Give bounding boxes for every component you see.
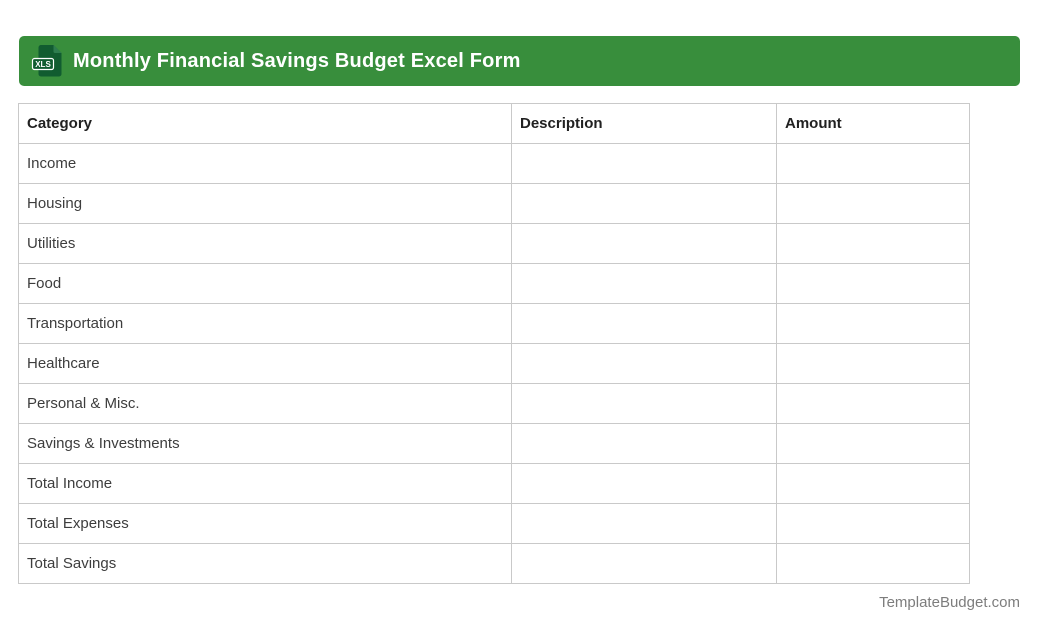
description-cell — [512, 224, 777, 264]
amount-cell — [777, 144, 970, 184]
amount-cell — [777, 344, 970, 384]
table-row — [19, 264, 970, 304]
description-cell — [512, 184, 777, 224]
description-cell — [512, 464, 777, 504]
category-cell: Personal & Misc. — [19, 384, 512, 424]
table-row — [19, 504, 970, 544]
description-cell — [512, 424, 777, 464]
budget-table — [18, 103, 970, 584]
category-cell: Income — [19, 144, 512, 184]
amount-cell — [777, 544, 970, 584]
description-cell — [512, 504, 777, 544]
amount-cell — [777, 304, 970, 344]
table-row — [19, 424, 970, 464]
table-row — [19, 184, 970, 224]
category-cell: Transportation — [19, 304, 512, 344]
table-row — [19, 344, 970, 384]
category-cell: Healthcare — [19, 344, 512, 384]
amount-cell — [777, 504, 970, 544]
table-row — [19, 464, 970, 504]
description-cell — [512, 384, 777, 424]
description-cell — [512, 144, 777, 184]
table-row — [19, 224, 970, 264]
category-cell: Total Income — [19, 464, 512, 504]
amount-cell — [777, 264, 970, 304]
xls-badge-label: XLS — [35, 60, 51, 69]
category-cell: Total Savings — [19, 544, 512, 584]
description-cell — [512, 344, 777, 384]
column-header-category: Category — [19, 104, 512, 144]
page-title: Monthly Financial Savings Budget Excel Form — [73, 49, 521, 72]
amount-cell — [777, 184, 970, 224]
category-cell: Savings & Investments — [19, 424, 512, 464]
description-cell — [512, 544, 777, 584]
site-credit: TemplateBudget.com — [879, 594, 1020, 611]
description-cell — [512, 264, 777, 304]
table-header-row — [19, 104, 970, 144]
category-cell: Total Expenses — [19, 504, 512, 544]
amount-cell — [777, 384, 970, 424]
table-row — [19, 384, 970, 424]
amount-cell — [777, 464, 970, 504]
description-cell — [512, 304, 777, 344]
column-header-amount: Amount — [777, 104, 970, 144]
category-cell: Utilities — [19, 224, 512, 264]
title-bar — [19, 36, 1020, 86]
site-footer — [18, 594, 1020, 611]
table-row — [19, 544, 970, 584]
column-header-description: Description — [512, 104, 777, 144]
table-row — [19, 304, 970, 344]
amount-cell — [777, 224, 970, 264]
category-cell: Housing — [19, 184, 512, 224]
amount-cell — [777, 424, 970, 464]
xls-file-icon — [30, 44, 64, 78]
table-row — [19, 144, 970, 184]
category-cell: Food — [19, 264, 512, 304]
